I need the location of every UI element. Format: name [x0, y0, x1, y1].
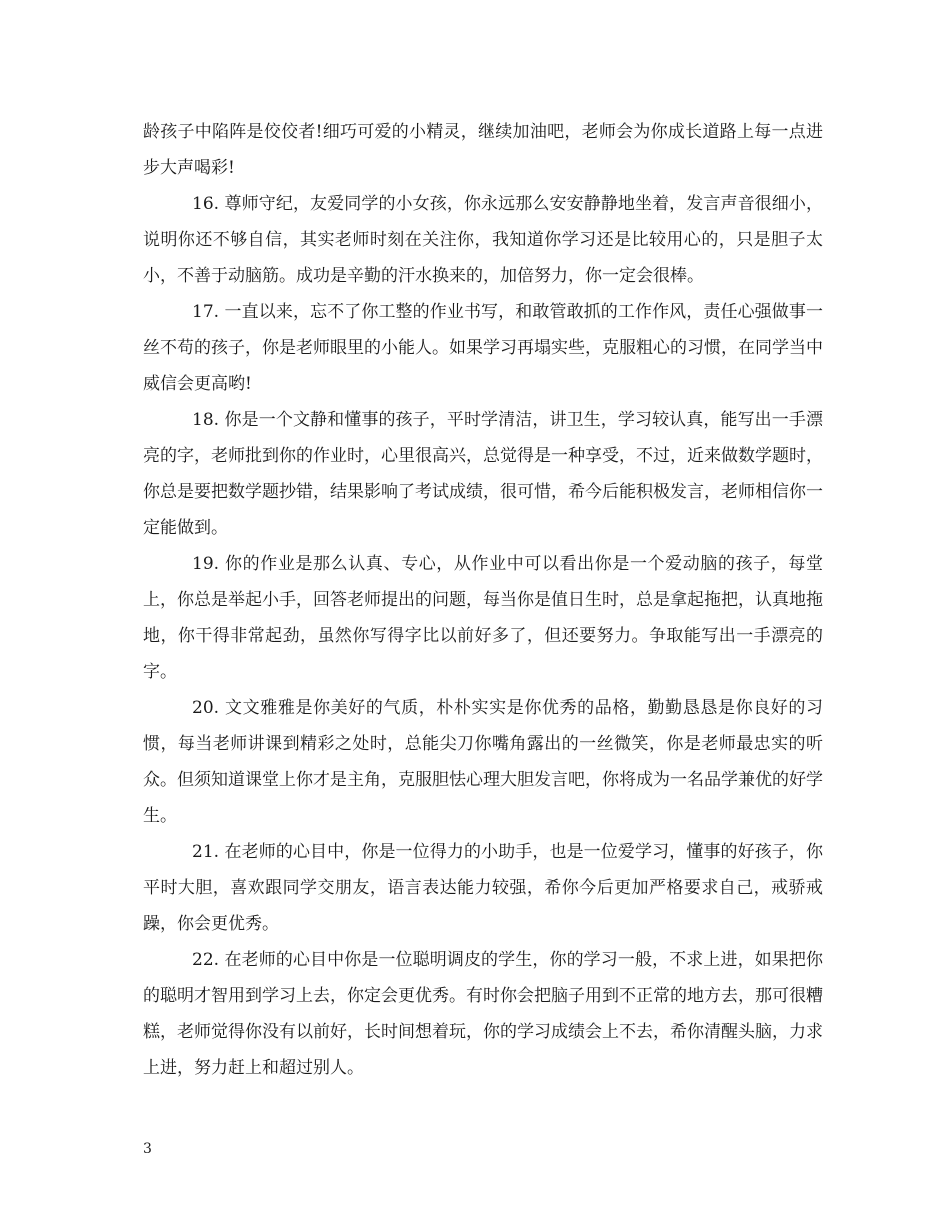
paragraph-item-22: 22. 在老师的心目中你是一位聪明调皮的学生，你的学习一般，不求上进，如果把你的聪明才智用到学习上去，你定会更优秀。有时你会把脑子用到不正常的地方去，那可很糟糕，老师觉得你没有以前好，长时间想着玩，你的学习成绩会上不去，希你清醒头脑，力求上进，努力赶上和超过别人。 [143, 950, 823, 1078]
paragraph-continuation: 龄孩子中陷阵是佼佼者!细巧可爱的小精灵，继续加油吧，老师会为你成长道路上每一点进步大声喝彩! [143, 122, 823, 178]
paragraph-item-19: 19. 你的作业是那么认真、专心，从作业中可以看出你是一个爱动脑的孩子，每堂上，你总是举起小手，回答老师提出的问题，每当你是值日生时，总是拿起拖把，认真地拖地，你干得非常起劲，虽然你写得字比以前好多了，但还要努力。争取能写出一手漂亮的字。 [143, 554, 823, 682]
page-number: 3 [143, 1141, 152, 1157]
paragraph-item-20: 20. 文文雅雅是你美好的气质，朴朴实实是你优秀的品格，勤勤恳恳是你良好的习惯，每当老师讲课到精彩之处时，总能尖刀你嘴角露出的一丝微笑，你是老师最忠实的听众。但须知道课堂上你才是主角，克服胆怯心理大胆发言吧，你将成为一名品学兼优的好学生。 [143, 698, 823, 826]
paragraph-item-16: 16. 尊师守纪，友爱同学的小女孩，你永远那么安安静静地坐着，发言声音很细小，说明你还不够自信，其实老师时刻在关注你，我知道你学习还是比较用心的，只是胆子太小，不善于动脑筋。成功是辛勤的汗水换来的，加倍努力，你一定会很棒。 [143, 194, 823, 286]
document-body [143, 114, 823, 1086]
paragraph-item-17: 17. 一直以来，忘不了你工整的作业书写，和敢管敢抓的工作作风，责任心强做事一丝不苟的孩子，你是老师眼里的小能人。如果学习再塌实些，克服粗心的习惯，在同学当中威信会更高哟! [143, 302, 823, 394]
paragraph-item-21: 21. 在老师的心目中，你是一位得力的小助手，也是一位爱学习，懂事的好孩子，你平时大胆，喜欢跟同学交朋友，语言表达能力较强，希你今后更加严格要求自己，戒骄戒躁，你会更优秀。 [143, 842, 823, 934]
paragraph-item-18: 18. 你是一个文静和懂事的孩子，平时学清洁，讲卫生，学习较认真，能写出一手漂亮的字，老师批到你的作业时，心里很高兴，总觉得是一种享受，不过，近来做数学题时，你总是要把数学题抄错，结果影响了考试成绩，很可惜，希今后能积极发言，老师相信你一定能做到。 [143, 410, 823, 538]
